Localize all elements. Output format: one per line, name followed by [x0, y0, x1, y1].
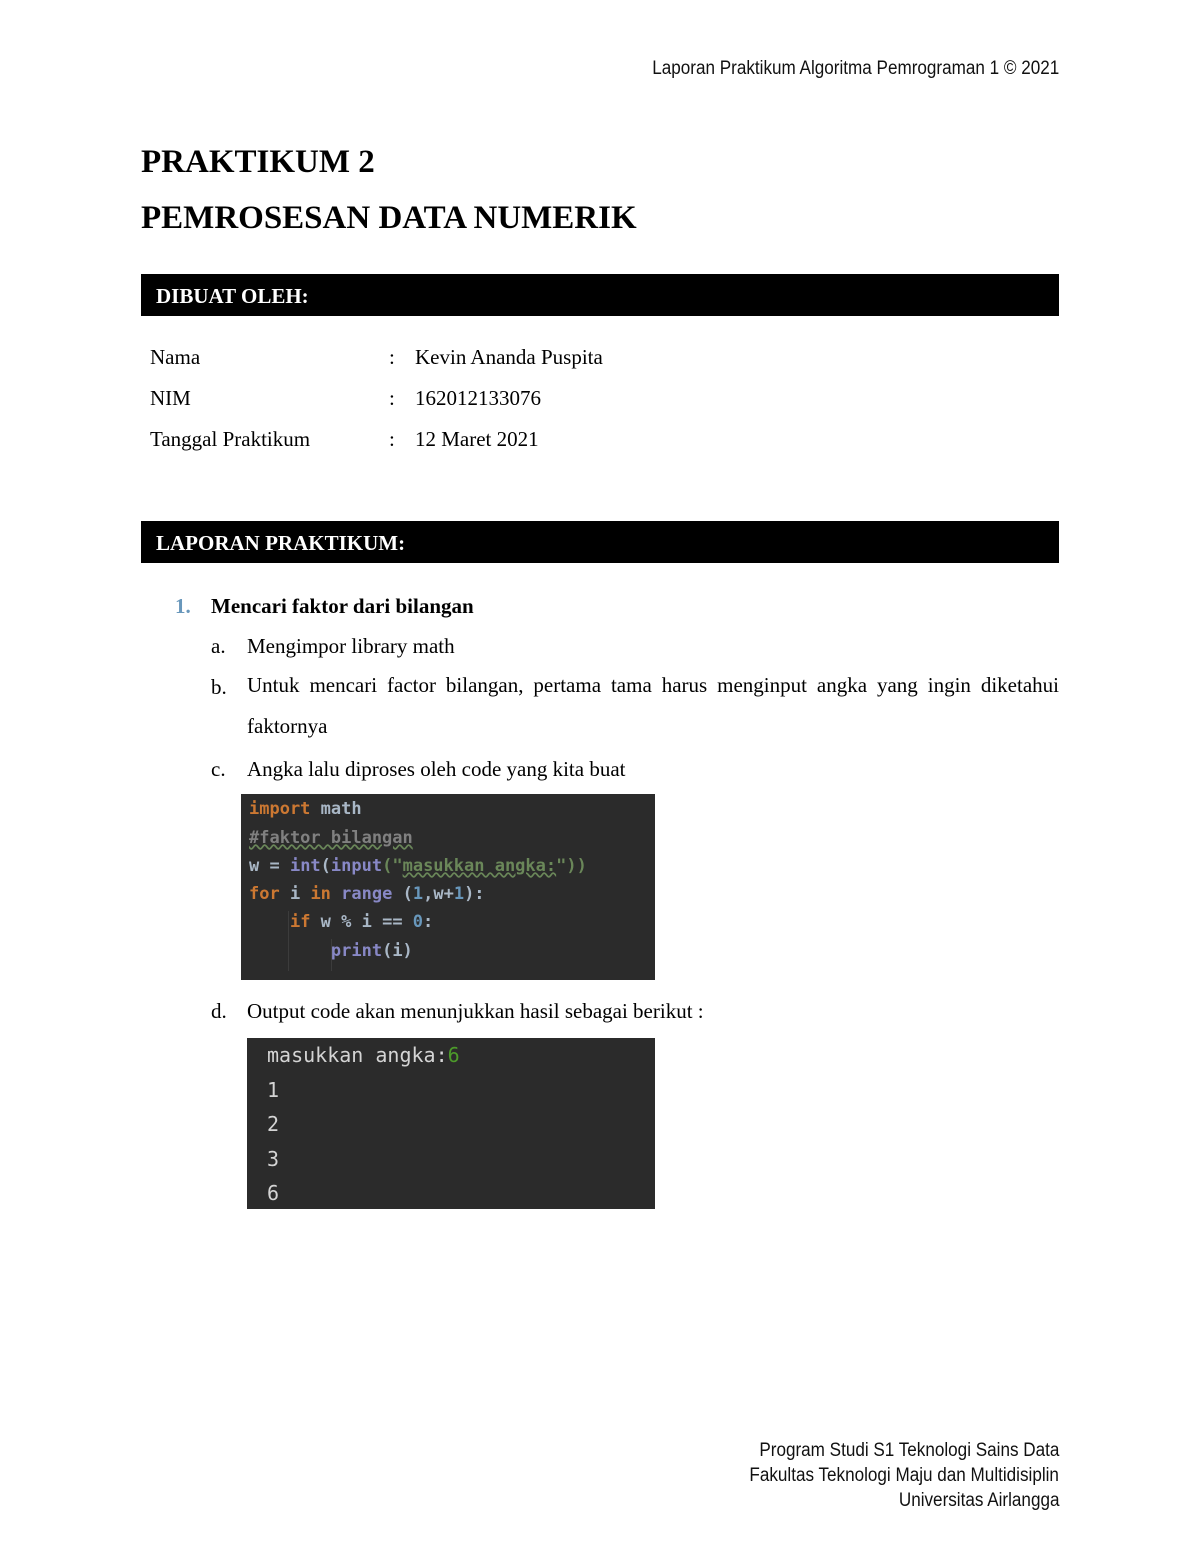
page-header: Laporan Praktikum Algoritma Pemrograman 1 © 2021	[651, 58, 1059, 79]
step-letter: b.	[211, 675, 227, 699]
output-line: 1	[267, 1078, 280, 1102]
code-text	[331, 884, 341, 904]
output-screenshot	[247, 1038, 655, 1209]
footer-faculty: Fakultas Teknologi Maju dan Multidisiplin	[749, 1465, 1059, 1486]
step-text: Output code akan menunjukkan hasil sebagai berikut :	[247, 999, 704, 1023]
info-separator: :	[389, 345, 395, 369]
code-keyword: in	[310, 884, 331, 904]
code-keyword: import	[249, 799, 311, 819]
code-text: (i)	[382, 941, 413, 961]
code-text: math	[310, 799, 362, 819]
code-text: w % i ==	[310, 912, 413, 932]
code-text: w =	[249, 856, 290, 876]
item-title: Mencari faktor dari bilangan	[211, 594, 474, 618]
info-separator: :	[389, 386, 395, 410]
info-label: Tanggal Praktikum	[150, 427, 311, 451]
step-text: Mengimpor library math	[247, 634, 455, 658]
code-number: 1	[453, 884, 465, 904]
code-line	[249, 828, 413, 848]
step-letter: d.	[211, 999, 227, 1023]
report-section-heading: LAPORAN PRAKTIKUM:	[141, 521, 1059, 563]
output-prompt-line	[267, 1043, 460, 1067]
code-line	[249, 799, 362, 819]
code-line	[249, 941, 413, 961]
code-number: 0	[412, 912, 424, 932]
output-line: 6	[267, 1181, 280, 1205]
code-string: masukkan angka:	[402, 856, 557, 876]
code-screenshot	[241, 794, 655, 980]
output-line: 3	[267, 1147, 280, 1171]
code-comment: #faktor bilangan	[249, 828, 413, 848]
output-prompt: masukkan angka:	[267, 1043, 448, 1067]
code-text: :	[423, 912, 434, 932]
code-number: 1	[412, 884, 424, 904]
info-label: Nama	[150, 345, 201, 369]
code-line	[249, 884, 485, 904]
code-builtin: range	[341, 884, 393, 904]
code-text: ):	[464, 884, 485, 904]
info-value: 12 Maret 2021	[415, 427, 539, 451]
code-text: i	[279, 884, 311, 904]
document-subtitle: PEMROSESAN DATA NUMERIK	[141, 200, 637, 236]
code-builtin: print	[330, 941, 383, 961]
footer-program: Program Studi S1 Teknologi Sains Data	[758, 1440, 1059, 1461]
code-builtin: input	[330, 856, 383, 876]
info-label: NIM	[150, 386, 191, 410]
step-letter: a.	[211, 634, 226, 658]
code-text: ,w+	[423, 884, 454, 904]
author-section-heading: DIBUAT OLEH:	[141, 274, 1059, 316]
code-indent	[249, 941, 331, 961]
code-line	[249, 912, 433, 932]
item-number: 1.	[175, 594, 191, 618]
footer-university: Universitas Airlangga	[898, 1490, 1059, 1511]
step-text: Untuk mencari factor bilangan, pertama tama harus menginput angka yang ingin diketahui faktornya	[247, 673, 1059, 738]
code-text: (	[392, 884, 413, 904]
step-letter: c.	[211, 757, 226, 781]
code-line	[249, 856, 587, 876]
code-text: (	[320, 856, 331, 876]
info-value: 162012133076	[415, 386, 541, 410]
code-keyword: if	[289, 912, 311, 932]
code-string: ("	[382, 856, 403, 876]
code-keyword: for	[249, 884, 280, 904]
document-title: PRAKTIKUM 2	[141, 144, 375, 180]
info-value: Kevin Ananda Puspita	[415, 345, 603, 369]
output-line: 2	[267, 1112, 280, 1136]
code-string: "))	[556, 856, 587, 876]
code-builtin: int	[289, 856, 321, 876]
output-input-value: 6	[447, 1043, 460, 1067]
code-indent	[249, 912, 290, 932]
step-text: Angka lalu diproses oleh code yang kita buat	[247, 757, 626, 781]
info-separator: :	[389, 427, 395, 451]
